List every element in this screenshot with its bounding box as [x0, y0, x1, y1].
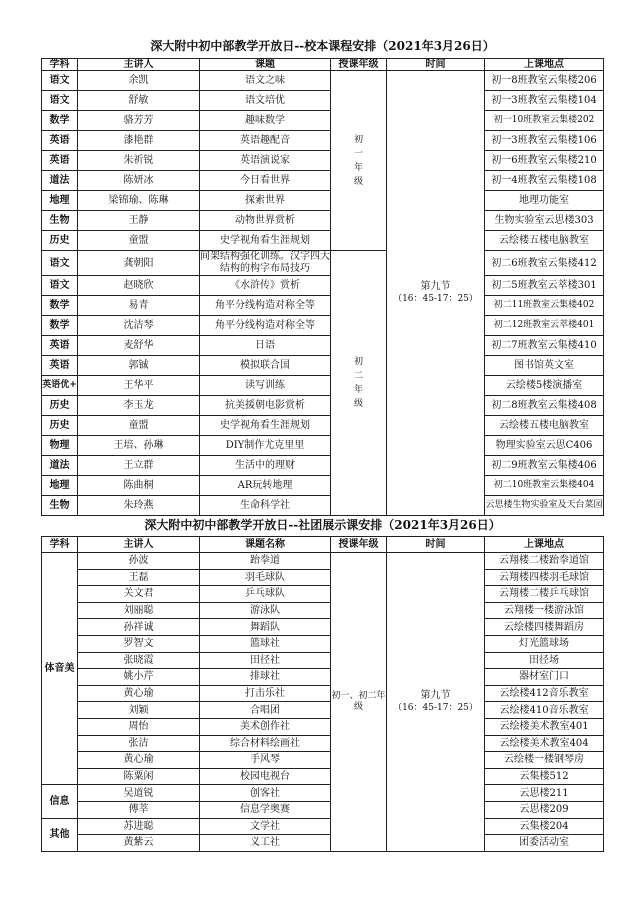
teacher-cell: 余凯 [78, 71, 200, 91]
teacher-cell: 傅莘 [78, 801, 200, 818]
table-row [42, 652, 604, 669]
header-time: 时间 [387, 537, 485, 553]
location-cell: 云翔楼二楼乒乓球馆 [485, 586, 604, 603]
table-row [42, 702, 604, 719]
teacher-cell: 龚朝阳 [78, 251, 200, 276]
location-cell: 云绘楼一楼钢琴房 [485, 752, 604, 769]
teacher-cell: 王立群 [78, 456, 200, 476]
table-row [42, 602, 604, 619]
teacher-cell: 陈粟闲 [78, 768, 200, 785]
location-cell: 图书馆英文室 [485, 356, 604, 376]
location-cell: 初一8班教室云集楼206 [485, 71, 604, 91]
location-cell: 云思楼生物实验室及天台菜园 [485, 496, 604, 516]
teacher-cell: 罗智文 [78, 635, 200, 652]
subject-cell: 语文 [42, 91, 78, 111]
table-row [42, 476, 604, 496]
subject-cell: 其他 [42, 818, 78, 851]
location-cell: 初二6班教室云集楼412 [485, 251, 604, 276]
topic-cell: 创客社 [200, 785, 331, 802]
topic-cell: 义工社 [200, 835, 331, 852]
topic-cell: 《水浒传》赏析 [200, 276, 331, 296]
table-row [42, 752, 604, 769]
topic-cell: 读写训练 [200, 376, 331, 396]
topic-cell: 史学视角看生涯规划 [200, 416, 331, 436]
teacher-cell: 黄心瑜 [78, 685, 200, 702]
subject-cell: 地理 [42, 476, 78, 496]
topic-cell: 间架结构强化训练。汉字四大结构的构字布局技巧 [200, 251, 330, 274]
topic-cell: 舞蹈队 [200, 619, 331, 636]
teacher-cell: 王静 [78, 211, 200, 231]
table-row [42, 416, 604, 436]
subject-cell: 数学 [42, 296, 78, 316]
table-row [42, 801, 604, 818]
table-row [42, 553, 604, 570]
table-row [42, 276, 604, 296]
teacher-cell: 张晓霞 [78, 652, 200, 669]
location-cell: 云绘楼美术教室404 [485, 735, 604, 752]
location-cell: 初二7班教室云集楼410 [485, 336, 604, 356]
table-row [42, 785, 604, 802]
location-cell: 云绘楼美术教室401 [485, 718, 604, 735]
topic-cell: 跆拳道 [200, 553, 331, 570]
topic-cell: 日语 [200, 336, 331, 356]
location-cell: 云翔楼一楼游泳馆 [485, 602, 604, 619]
teacher-cell: 周怡 [78, 718, 200, 735]
location-cell: 云绘楼412音乐教室 [485, 685, 604, 702]
subject-cell: 物理 [42, 436, 78, 456]
subject-cell: 英语 [42, 131, 78, 151]
topic-cell: 羽毛球队 [200, 569, 331, 586]
topic-cell: 排球社 [200, 669, 331, 686]
teacher-cell: 李玉龙 [78, 396, 200, 416]
grade-cell-grade1 [331, 71, 387, 251]
topic-cell: AR玩转地理 [200, 476, 331, 496]
teacher-cell: 郭铖 [78, 356, 200, 376]
table-row [42, 456, 604, 476]
table-row [42, 635, 604, 652]
subject-cell: 英语 [42, 151, 78, 171]
course-schedule-table [41, 34, 604, 516]
topic-cell: 文学社 [200, 818, 331, 835]
topic-cell: 游泳队 [200, 602, 331, 619]
topic-cell: 田径社 [200, 652, 331, 669]
table-row [42, 768, 604, 785]
teacher-cell: 黄紫云 [78, 835, 200, 852]
teacher-cell: 刘颖 [78, 702, 200, 719]
teacher-cell: 赵晓欣 [78, 276, 200, 296]
table-row [42, 835, 604, 852]
header-topic-name: 课题名称 [200, 537, 331, 553]
topic-cell: 趣味数学 [200, 111, 331, 131]
topic-cell: 探索世界 [200, 191, 331, 211]
header-grade: 授课年级 [331, 537, 387, 553]
teacher-cell: 漆艳群 [78, 131, 200, 151]
location-cell: 云思楼211 [485, 785, 604, 802]
subject-cell: 英语 [42, 336, 78, 356]
teacher-cell: 骆芳芳 [78, 111, 200, 131]
subject-cell: 历史 [42, 396, 78, 416]
table-row [42, 735, 604, 752]
table-row [42, 91, 604, 111]
subject-cell: 地理 [42, 191, 78, 211]
table-row [42, 251, 604, 276]
teacher-cell: 王磊 [78, 569, 200, 586]
topic-cell: 乒乓球队 [200, 586, 331, 603]
location-cell: 初二11班教室云集楼402 [485, 296, 604, 316]
topic-cell: 手风琴 [200, 752, 331, 769]
topic-cell: 生命科学社 [200, 496, 331, 516]
teacher-cell: 陈妍冰 [78, 171, 200, 191]
location-cell: 初二10班教室云集楼404 [485, 476, 604, 496]
topic-cell: 动物世界赏析 [200, 211, 331, 231]
subject-cell: 生物 [42, 211, 78, 231]
location-cell: 生物实验室云思楼303 [485, 211, 604, 231]
subject-cell: 体音美 [42, 553, 78, 785]
table-row [42, 718, 604, 735]
location-cell: 云绘楼410音乐教室 [485, 702, 604, 719]
teacher-cell: 麦舒华 [78, 336, 200, 356]
subject-cell: 语文 [42, 276, 78, 296]
topic-cell: 校园电视台 [200, 768, 331, 785]
topic-cell: 美术创作社 [200, 718, 331, 735]
table2-title: 深大附中初中部教学开放日--社团展示课安排（2021年3月26日） [42, 515, 604, 537]
table-row [42, 131, 604, 151]
teacher-cell: 苏进聪 [78, 818, 200, 835]
topic-cell: 模拟联合国 [200, 356, 331, 376]
table-row [42, 316, 604, 336]
header-time: 时间 [387, 59, 485, 71]
location-cell: 云绘楼5楼演播室 [485, 376, 604, 396]
table-row [42, 436, 604, 456]
location-cell: 云集楼512 [485, 768, 604, 785]
teacher-cell: 童盟 [78, 416, 200, 436]
topic-cell: 英语演说家 [200, 151, 331, 171]
table-row [42, 496, 604, 516]
topic-cell: 史学视角看生涯规划 [200, 231, 331, 251]
location-cell: 团委活动室 [485, 835, 604, 852]
header-topic: 课题 [200, 59, 331, 71]
table-row [42, 296, 604, 316]
subject-cell: 信息 [42, 785, 78, 818]
subject-cell: 英语优+ [42, 376, 78, 396]
location-cell: 云集楼204 [485, 818, 604, 835]
topic-cell: 英语趣配音 [200, 131, 331, 151]
teacher-cell: 王华平 [78, 376, 200, 396]
table-row [42, 586, 604, 603]
topic-cell: 角平分线构造对称全等 [200, 296, 331, 316]
subject-cell: 英语 [42, 356, 78, 376]
location-cell: 初一3班教室云集楼104 [485, 91, 604, 111]
table-row [42, 171, 604, 191]
teacher-cell: 沈洁琴 [78, 316, 200, 336]
location-cell: 田径场 [485, 652, 604, 669]
location-cell: 初一10班教室云集楼202 [485, 111, 604, 131]
teacher-cell: 童盟 [78, 231, 200, 251]
teacher-cell: 王培、孙琳 [78, 436, 200, 456]
header-teacher: 主讲人 [78, 537, 200, 553]
table-row [42, 111, 604, 131]
time-cell [387, 553, 485, 852]
teacher-cell: 梁锦瑜、陈琳 [78, 191, 200, 211]
location-cell: 初二5班教室云萃楼301 [485, 276, 604, 296]
subject-cell: 数学 [42, 111, 78, 131]
teacher-cell: 舒敏 [78, 91, 200, 111]
header-grade: 授课年级 [331, 59, 387, 71]
time-range-label: （16：45-17：25） [393, 294, 478, 304]
topic-cell: 语文之味 [200, 71, 331, 91]
subject-cell: 道法 [42, 171, 78, 191]
location-cell: 云绘楼五楼电脑教室 [485, 231, 604, 251]
teacher-cell: 易青 [78, 296, 200, 316]
topic-cell: 抗美援朝电影赏析 [200, 396, 331, 416]
location-cell: 云绘楼四楼舞蹈房 [485, 619, 604, 636]
table-row [42, 211, 604, 231]
location-cell: 云翔楼二楼跆拳道馆 [485, 553, 604, 570]
teacher-cell: 吴道锐 [78, 785, 200, 802]
header-location: 上课地点 [485, 59, 604, 71]
table-row [42, 336, 604, 356]
table-row [42, 569, 604, 586]
header-subject: 学科 [42, 59, 78, 71]
table1-header-row [42, 59, 604, 71]
table-row [42, 669, 604, 686]
location-cell: 物理实验室云思C406 [485, 436, 604, 456]
location-cell: 器材室门口 [485, 669, 604, 686]
table-row [42, 191, 604, 211]
table1-title: 深大附中初中部教学开放日--校本课程安排（2021年3月26日） [42, 34, 604, 59]
table-row [42, 818, 604, 835]
topic-cell: DIY制作尤克里里 [200, 436, 331, 456]
topic-cell: 综合材料绘画社 [200, 735, 331, 752]
subject-cell: 历史 [42, 416, 78, 436]
topic-cell: 角平分线构造对称全等 [200, 316, 331, 336]
teacher-cell: 朱玲燕 [78, 496, 200, 516]
location-cell: 云翔楼四楼羽毛球馆 [485, 569, 604, 586]
grade-cell-grade2 [331, 251, 387, 516]
location-cell: 初一4班教室云集楼108 [485, 171, 604, 191]
topic-cell: 打击乐社 [200, 685, 331, 702]
teacher-cell: 朱祈锐 [78, 151, 200, 171]
subject-cell: 历史 [42, 231, 78, 251]
header-subject: 学科 [42, 537, 78, 553]
table-row [42, 396, 604, 416]
period-label: 第九节 [420, 281, 451, 292]
subject-cell: 道法 [42, 456, 78, 476]
table-row [42, 356, 604, 376]
teacher-cell: 孙祥诚 [78, 619, 200, 636]
teacher-cell: 黄心瑜 [78, 752, 200, 769]
location-cell: 地理功能室 [485, 191, 604, 211]
teacher-cell: 刘丽聪 [78, 602, 200, 619]
location-cell: 初二12班教室云萃楼401 [485, 316, 604, 336]
grade-cell: 初一、初二年级 [331, 553, 387, 852]
location-cell: 初二8班教室云集楼408 [485, 396, 604, 416]
table-row [42, 619, 604, 636]
subject-cell: 语文 [42, 251, 78, 276]
topic-cell: 篮球社 [200, 635, 331, 652]
teacher-cell: 孙波 [78, 553, 200, 570]
header-teacher: 主讲人 [78, 59, 200, 71]
teacher-cell: 关文君 [78, 586, 200, 603]
topic-cell: 生活中的理财 [200, 456, 331, 476]
teacher-cell: 陈曲桐 [78, 476, 200, 496]
table-row [42, 376, 604, 396]
subject-cell: 数学 [42, 316, 78, 336]
location-cell: 初二9班教室云集楼406 [485, 456, 604, 476]
location-cell: 云思楼209 [485, 801, 604, 818]
period-label: 第九节 [420, 689, 451, 701]
table2-header-row [42, 537, 604, 553]
topic-cell: 合唱团 [200, 702, 331, 719]
teacher-cell: 姚小芹 [78, 669, 200, 686]
table-row [42, 231, 604, 251]
topic-cell: 信息学奥赛 [200, 801, 331, 818]
teacher-cell: 张洁 [78, 735, 200, 752]
topic-cell: 语文培优 [200, 91, 331, 111]
table-row [42, 71, 604, 91]
grade1-label: 初一年级 [353, 134, 363, 187]
header-location: 上课地点 [485, 537, 604, 553]
table-row [42, 685, 604, 702]
table-row [42, 151, 604, 171]
subject-cell: 语文 [42, 71, 78, 91]
time-range-label: （16：45-17：25） [393, 702, 478, 713]
location-cell: 灯光篮球场 [485, 635, 604, 652]
topic-cell: 今日看世界 [200, 171, 331, 191]
club-schedule-table [41, 515, 604, 852]
time-cell [387, 71, 485, 516]
grade2-label: 初二年级 [353, 357, 363, 409]
location-cell: 初一6班教室云集楼210 [485, 151, 604, 171]
location-cell: 云绘楼五楼电脑教室 [485, 416, 604, 436]
subject-cell: 生物 [42, 496, 78, 516]
location-cell: 初一3班教室云集楼106 [485, 131, 604, 151]
